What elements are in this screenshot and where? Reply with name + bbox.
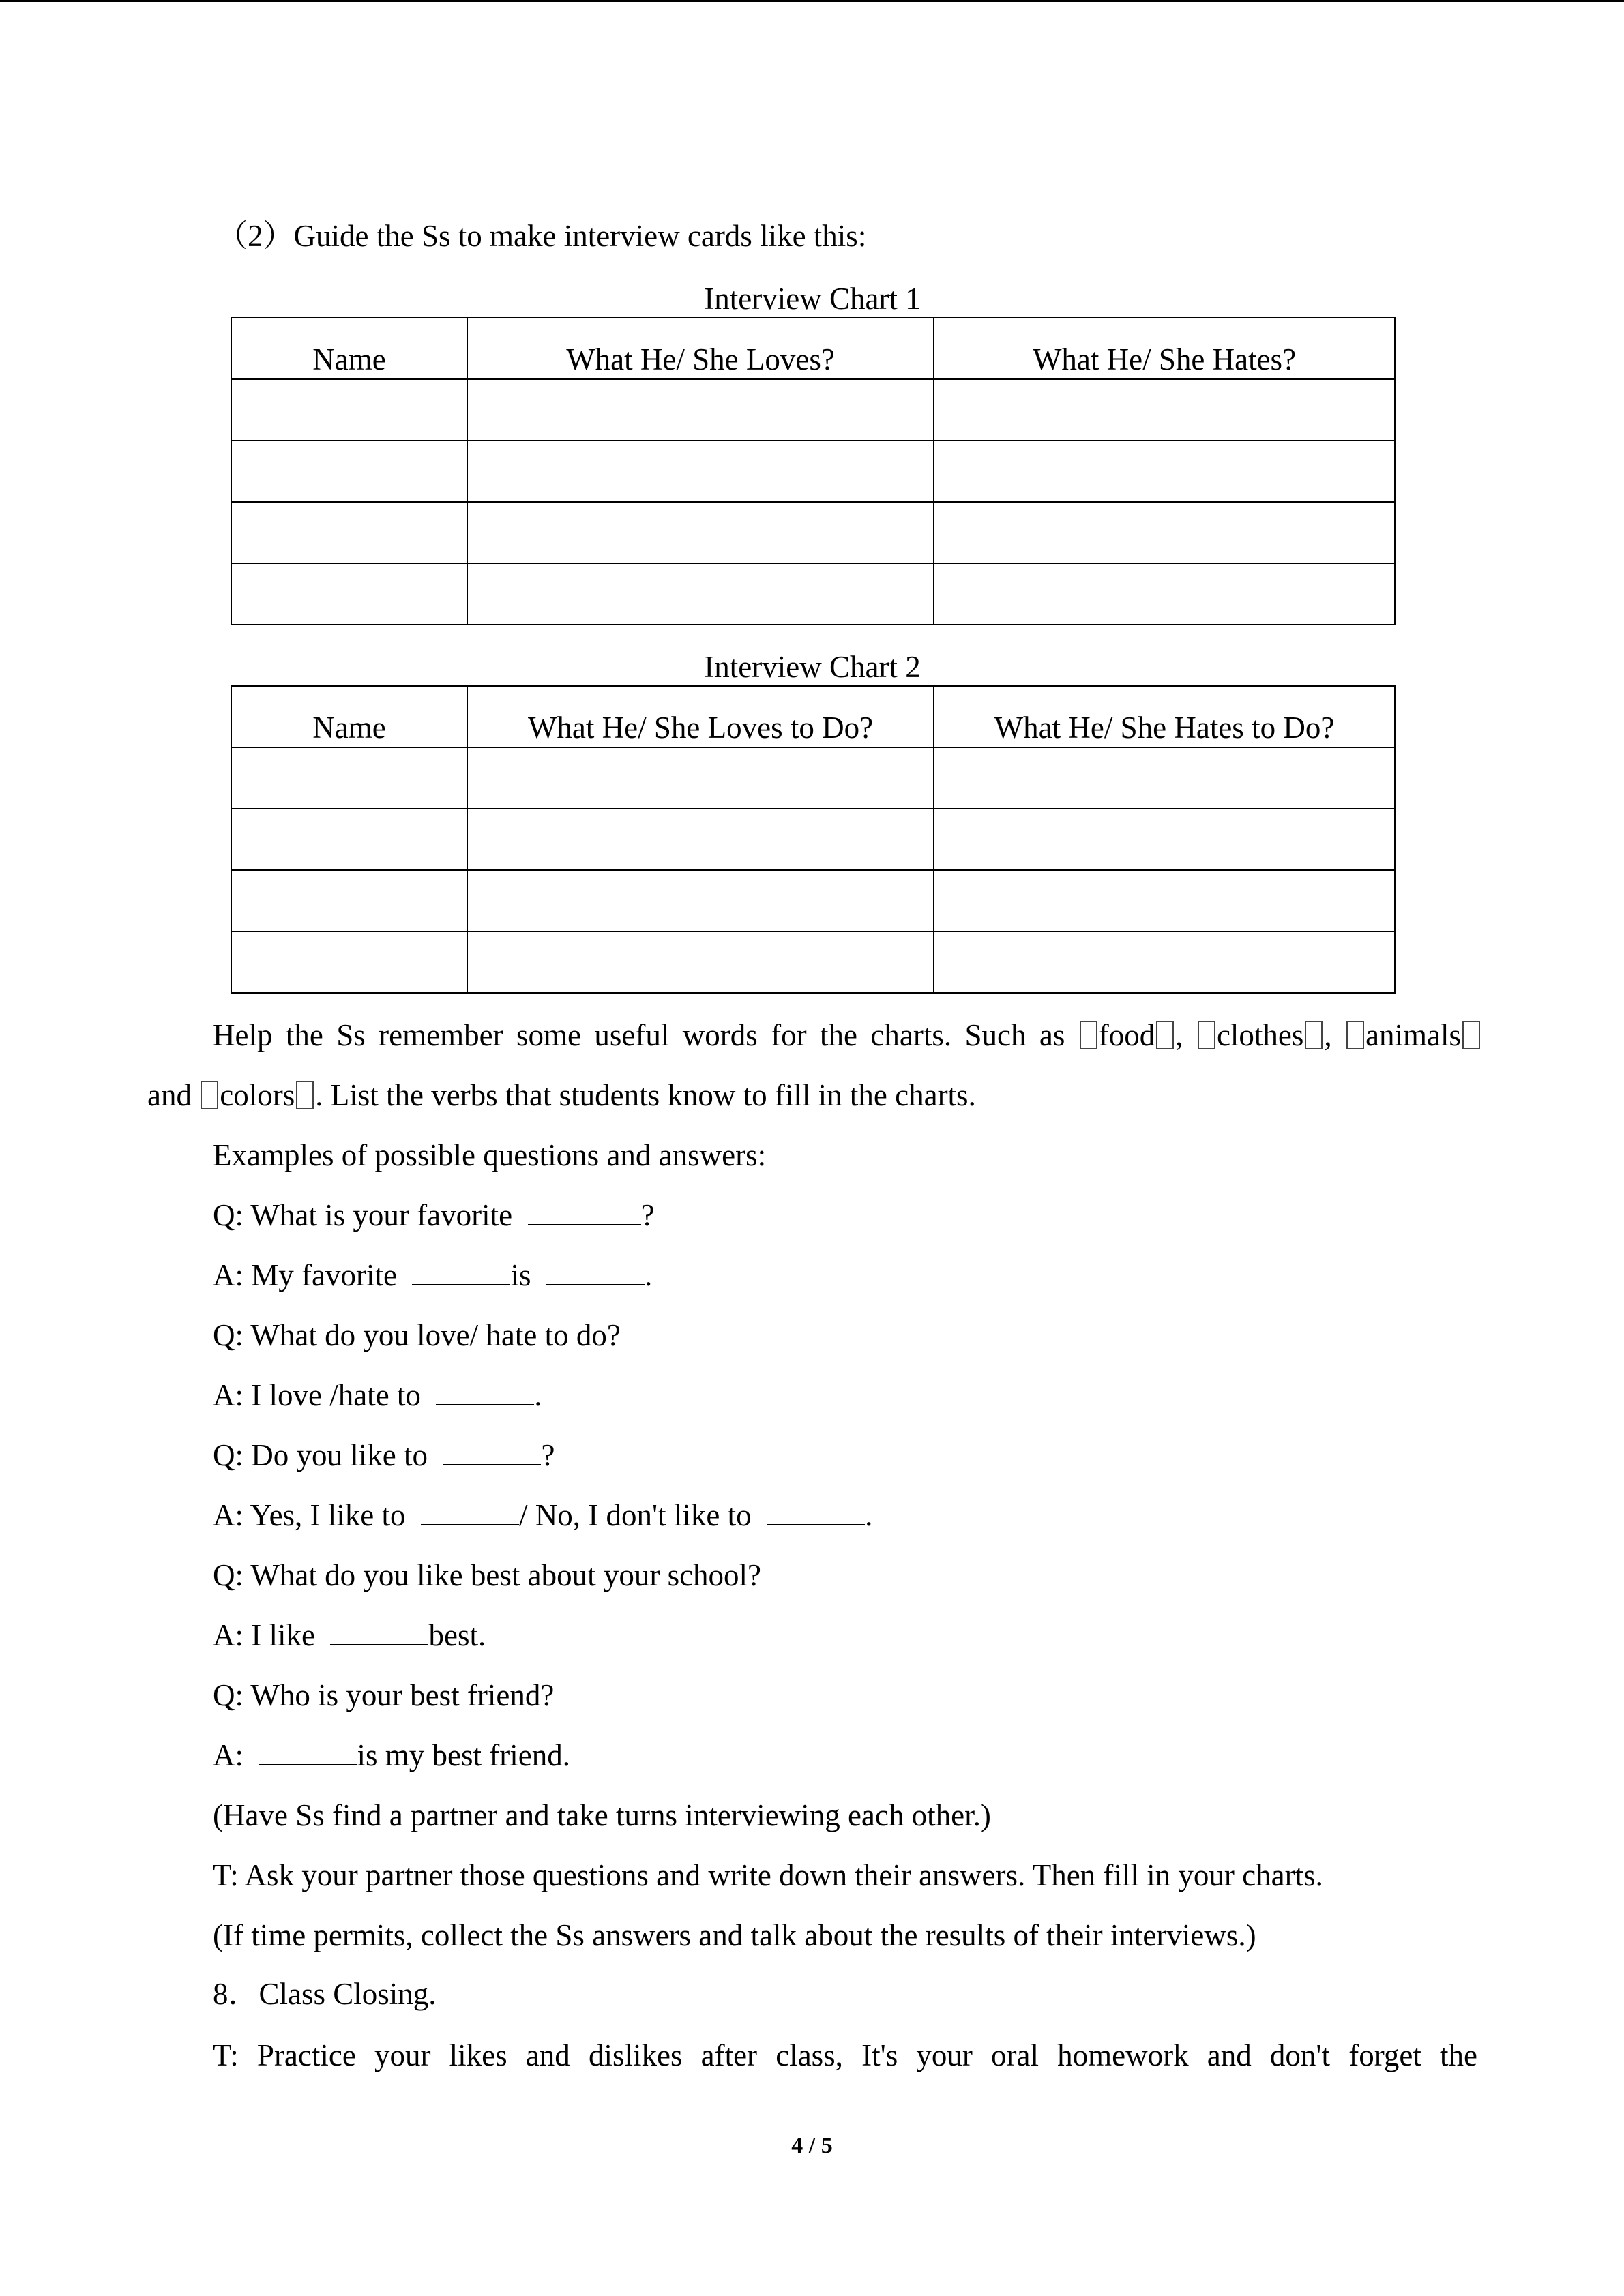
table-cell[interactable] [934,870,1395,931]
answer-blank [421,1495,519,1525]
chart1-header-row [231,318,1395,379]
table-cell[interactable] [934,809,1395,870]
table-cell[interactable] [934,931,1395,993]
interview-chart-1 [231,317,1396,625]
answer-text: best. [428,1618,486,1652]
table-row [231,502,1395,563]
answer-blank [259,1735,357,1765]
question-mark: ? [541,1438,555,1472]
question-3 [213,1435,555,1476]
table-cell[interactable] [231,809,467,870]
chart2-header-loves: What He/ She Loves to Do? [467,686,934,747]
page-top-border [0,0,1624,2]
partner-note: (Have Ss find a partner and take turns interviewing each other.) [213,1798,991,1832]
table-row [231,747,1395,809]
table-cell[interactable] [231,747,467,809]
question-1 [213,1195,655,1236]
table-row [231,379,1395,441]
chart1-header-hates: What He/ She Hates? [934,318,1395,379]
table-cell[interactable] [467,870,934,931]
question-5: Q: Who is your best friend? [213,1678,555,1712]
answer-blank [767,1495,865,1525]
table-cell[interactable] [467,379,934,441]
chart1-header-loves: What He/ She Loves? [467,318,934,379]
chart2-header-row [231,686,1395,747]
question-4: Q: What do you like best about your school? [213,1558,762,1592]
missing-glyph [1305,1021,1323,1049]
answer-2 [213,1375,542,1416]
interview-chart-2 [231,685,1396,994]
table-cell[interactable] [231,502,467,563]
answer-text: A: I love /hate to [213,1378,421,1412]
table-cell[interactable] [934,502,1395,563]
table-cell[interactable] [231,563,467,625]
table-cell[interactable] [231,441,467,502]
answer-3 [213,1495,872,1536]
chart2-caption: Interview Chart 2 [704,650,921,684]
word-food: food [1098,1018,1155,1052]
table-cell[interactable] [467,563,934,625]
answer-text: A: Yes, I like to [213,1498,406,1532]
answer-text: is [510,1258,531,1292]
answer-text: A: My favorite [213,1258,397,1292]
table-cell[interactable] [467,441,934,502]
answer-blank [330,1615,428,1645]
answer-blank [412,1255,510,1285]
chart1-caption: Interview Chart 1 [704,282,921,316]
missing-glyph [1198,1021,1215,1049]
question-text: Q: Do you like to [213,1438,428,1472]
answer-blank [443,1435,541,1465]
word-and: and [147,1078,192,1112]
answer-text: A: [213,1738,243,1772]
missing-glyph [1346,1021,1364,1049]
chart1-header-name: Name [231,318,467,379]
answer-text: is my best friend. [357,1738,570,1772]
page-number: 4 / 5 [791,2133,833,2158]
teacher-instruction: T: Ask your partner those questions and write down their answers. Then fill in your charts. [213,1858,1323,1892]
question-2: Q: What do you love/ hate to do? [213,1318,621,1352]
answer-blank [436,1375,534,1405]
question-mark: ? [640,1198,655,1232]
class-closing-heading: 8．Class Closing. [213,1977,437,2011]
table-row [231,931,1395,993]
table-cell[interactable] [467,931,934,993]
table-row [231,563,1395,625]
table-cell[interactable] [934,379,1395,441]
answer-text: A: I like [213,1618,315,1652]
word-colors: colors [220,1078,295,1112]
table-row [231,870,1395,931]
time-note: (If time permits, collect the Ss answers and talk about the results of their interviews.) [213,1918,1256,1952]
table-cell[interactable] [934,563,1395,625]
table-cell[interactable] [934,441,1395,502]
examples-heading: Examples of possible questions and answers: [213,1138,767,1172]
answer-text: . [534,1378,542,1412]
missing-glyph [201,1081,218,1109]
table-cell[interactable] [467,809,934,870]
help-text-end: . List the verbs that students know to fill in the charts. [315,1078,976,1112]
answer-text: . [644,1258,653,1292]
help-paragraph-line2 [147,1075,976,1116]
table-cell[interactable] [467,502,934,563]
missing-glyph [1156,1021,1174,1049]
missing-glyph [1462,1021,1480,1049]
answer-1 [213,1255,652,1296]
table-row [231,441,1395,502]
missing-glyph [296,1081,314,1109]
help-text: Help the Ss remember some useful words for the charts. Such as [213,1018,1065,1052]
table-row [231,809,1395,870]
answer-4 [213,1615,486,1656]
table-cell[interactable] [231,870,467,931]
intro-text: （2）Guide the Ss to make interview cards like this: [217,219,867,253]
table-cell[interactable] [231,931,467,993]
answer-blank [546,1255,645,1285]
question-text: Q: What is your favorite [213,1198,513,1232]
table-cell[interactable] [467,747,934,809]
answer-text: / No, I don't like to [519,1498,752,1532]
chart2-header-name: Name [231,686,467,747]
help-paragraph-line1: Help the Ss remember some useful words for the charts. Such as food , clothes , animals [213,1015,1481,1056]
closing-text: T: Practice your likes and dislikes after class, It's your oral homework and don't forget the [213,2038,1477,2072]
answer-blank [528,1195,641,1225]
answer-text: . [865,1498,873,1532]
table-cell[interactable] [934,747,1395,809]
table-cell[interactable] [231,379,467,441]
word-animals: animals [1365,1018,1462,1052]
missing-glyph [1080,1021,1097,1049]
word-clothes: clothes [1216,1018,1304,1052]
answer-5 [213,1735,570,1776]
chart2-header-hates: What He/ She Hates to Do? [934,686,1395,747]
